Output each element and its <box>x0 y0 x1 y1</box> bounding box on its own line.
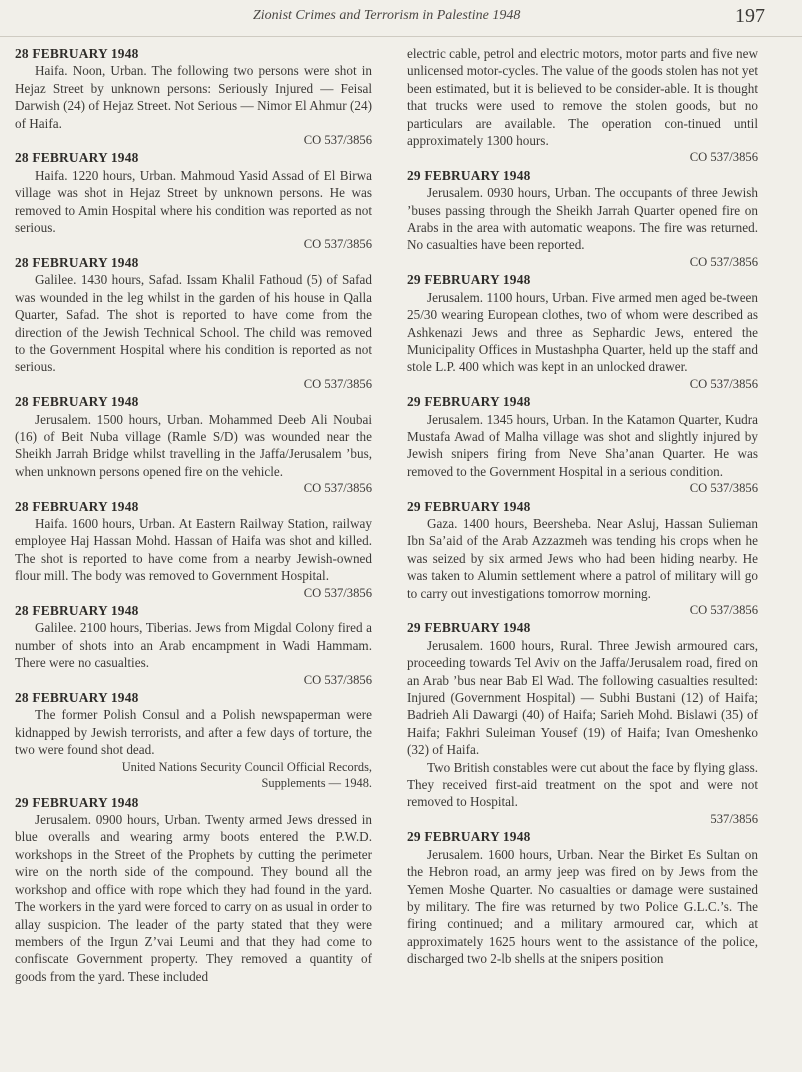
entry <box>15 45 372 149</box>
entry <box>407 393 758 497</box>
entry-text: Jerusalem. 1345 hours, Urban. In the Katamon Quarter, Kudra Mustafa Awad of Malha village was shot and slightly injured by Jewish snipers firing from Neve Sha’anan Quarter. He was removed to the Government Hospital in a serious condition. <box>407 411 758 479</box>
entry-text: electric cable, petrol and electric motors, motor parts and five new unlicensed motor-cycles. The value of the goods stolen has not yet been estimated, but it is believed to be consider-able. It is thought that trucks were used to remove the stolen goods, but no particulars are available. The operation con-tinued until approximately 1300 hours. <box>407 46 758 149</box>
entry-text: Jerusalem. 0900 hours, Urban. Twenty armed Jews dressed in blue overalls and wearing army boots entered the P.W.D. workshops in the Street of the Prophets by cutting the perimeter wire on the north side of the compound. They bound all the workshop and office with rope which they had found in the yard. The workers in the yard were forced to carry on as usual in order to allay suspicion. The leader of the party stated that they were members of the Irgun Z’vai Leumi and that they had come to confiscate Government property. They removed a quantity of goods from the yard. These included <box>15 812 372 984</box>
entry <box>15 149 372 253</box>
entry <box>407 619 758 828</box>
entry-date: 29 FEBRUARY 1948 <box>407 272 531 288</box>
entry-date: 29 FEBRUARY 1948 <box>407 394 531 410</box>
entry-text: Haifa. Noon, Urban. The following two persons were shot in Hejaz Street by unknown persons: Seriously Injured — Feisal Darwish (24) of Hejaz Street. Not Serious — Nimor El Ahmur (24) of Haifa. <box>15 63 372 131</box>
entry-date: 29 FEBRUARY 1948 <box>407 620 531 636</box>
entry <box>407 271 758 393</box>
entry <box>15 498 372 602</box>
entry-text: Haifa. 1600 hours, Urban. At Eastern Railway Station, railway employee Haj Hassan Mohd. Hassan of Haifa was shot and killed. The shot is reported to have come from a nearby Jewish-owned flour mill. The body was removed to Government Hospital. <box>15 515 372 584</box>
entry-text: Jerusalem. 1600 hours, Rural. Three Jewish armoured cars, proceeding towards Tel Aviv on the Jaffa/Jerusalem road, fired on an Arab ’bus near Bab El Wad. The following casualties resulted: Injured (Government Hospital) — Subhi Bustani (12) of Haifa; Badrieh Ali Dawargi (40) of Haifa; Sarieh Mohd. Bislawi (35) of Haifa; Fakhri Suleiman Yousef (19) of Haifa; Ivan Omeshenko (32) of Haifa. <box>407 637 758 758</box>
entry-date: 28 FEBRUARY 1948 <box>15 603 139 618</box>
entry-date: 28 FEBRUARY 1948 <box>15 394 139 410</box>
entry-text: Jerusalem. 1600 hours, Urban. Near the Birket Es Sultan on the Hebron road, an army jeep was fired on by Jews from the Yemen Moshe Quarter. No casualties or damage were sustained by military. The fire was returned by two Police G.L.C.’s. The firing continued; and a military armoured car, which at approximately 1625 hours went to the assistance of the police, discharged two 2-lb shells at the snipers position <box>407 846 758 967</box>
entry-reference: CO 537/3856 <box>303 481 372 496</box>
running-title: Zionist Crimes and Terrorism in Palestine 1948 <box>253 8 521 23</box>
entry-continuation <box>407 45 758 167</box>
entry-source-line: United Nations Security Council Official Records, <box>121 759 372 774</box>
entry-date: 28 FEBRUARY 1948 <box>15 46 139 61</box>
entry-reference: CO 537/3856 <box>303 376 372 391</box>
entry-date: 28 FEBRUARY 1948 <box>15 254 139 270</box>
entry-date: 29 FEBRUARY 1948 <box>407 167 531 183</box>
entry-reference: CO 537/3856 <box>303 585 372 600</box>
entry <box>15 254 372 393</box>
entry-date: 29 FEBRUARY 1948 <box>407 829 531 845</box>
entry-reference: 537/3856 <box>710 811 758 826</box>
entry-reference: CO 537/3856 <box>303 133 372 148</box>
entry <box>15 393 372 497</box>
entry-reference: CO 537/3856 <box>689 481 758 496</box>
entry-text: Galilee. 1430 hours, Safad. Issam Khalil Fathoud (5) of Safad was wounded in the leg whilst in the garden of his house in Qalla Quarter, Safad. The shot is reported to have come from the direction of the Jewish Technical School. The child was removed to the Government Hospital where his condition is reported as not serious. <box>15 272 372 375</box>
entry <box>407 828 758 967</box>
entry-text: Galilee. 2100 hours, Tiberias. Jews from Migdal Colony fired a number of shots into an Arab encampment in Wadi Hammam. There were no casualties. <box>15 620 372 671</box>
entry <box>15 794 372 985</box>
entry <box>15 602 372 689</box>
entry-date: 28 FEBRUARY 1948 <box>15 150 139 166</box>
entry-text: The former Polish Consul and a Polish newspaperman were kidnapped by Jewish terrorists, and after a few days of torture, the two were found shot dead. <box>15 707 372 758</box>
entry-source-line: Supplements — 1948. <box>261 776 372 791</box>
entry <box>407 498 758 620</box>
page-number: 197 <box>735 5 765 27</box>
entry-text: Jerusalem. 1500 hours, Urban. Mohammed Deeb Ali Noubai (16) of Beit Nuba village (Ramle S/D) was wounded near the Sheikh Jarrah Bridge whilst travelling in the Jaffa/Jerusalem ’bus, when unknown persons opened fire on the vehicle. <box>15 411 372 479</box>
entry <box>407 167 758 271</box>
entry <box>15 689 372 792</box>
entry-text: Jerusalem. 0930 hours, Urban. The occupants of three Jewish ’buses passing through the Sheikh Jarrah Quarter opened fire on Arabs in the area with automatic weapons. The fire was returned. No casualties have been reported. <box>407 185 758 253</box>
entry-date: 29 FEBRUARY 1948 <box>407 498 531 514</box>
entry-text: Two British constables were cut about the face by flying glass. They received first-aid treatment on the spot and were not removed to Hospital. <box>407 759 758 810</box>
entry-text: Jerusalem. 1100 hours, Urban. Five armed men aged be-tween 25/30 wearing European clothes, two of whom were described as Ashkenazi Jews and three as Sephardic Jews, entered the Municipality Offices in Mustashpha Quarter, held up the staff and stole L.P. 400 which was kept in an unlocked drawer. <box>407 289 758 375</box>
entry-date: 29 FEBRUARY 1948 <box>15 794 139 810</box>
entry-reference: CO 537/3856 <box>303 672 372 687</box>
page-header <box>0 0 802 37</box>
entry-reference: CO 537/3856 <box>303 237 372 252</box>
entry-text: Gaza. 1400 hours, Beersheba. Near Asluj, Hassan Sulieman Ibn Sa’aid of the Arab Azzazmeh was tending his crops when he was seized by six armed Jews who had been hiding nearby. He was taken to Alumin settlement where a patrol of military will go to carry out investigations tomorrow morning. <box>407 515 758 601</box>
entry-date: 28 FEBRUARY 1948 <box>15 498 139 514</box>
entry-reference: CO 537/3856 <box>689 603 758 617</box>
entry-reference: CO 537/3856 <box>689 376 758 391</box>
entry-text: Haifa. 1220 hours, Urban. Mahmoud Yasid Assad of El Birwa village was shot in Hejaz Street by unknown persons. He was removed to Amin Hospital where his condition was reported as not serious. <box>15 167 372 236</box>
entry-date: 28 FEBRUARY 1948 <box>15 690 139 706</box>
entry-reference: CO 537/3856 <box>689 150 758 165</box>
right-column <box>407 45 758 968</box>
entry-reference: CO 537/3856 <box>689 254 758 269</box>
left-column <box>15 45 372 985</box>
